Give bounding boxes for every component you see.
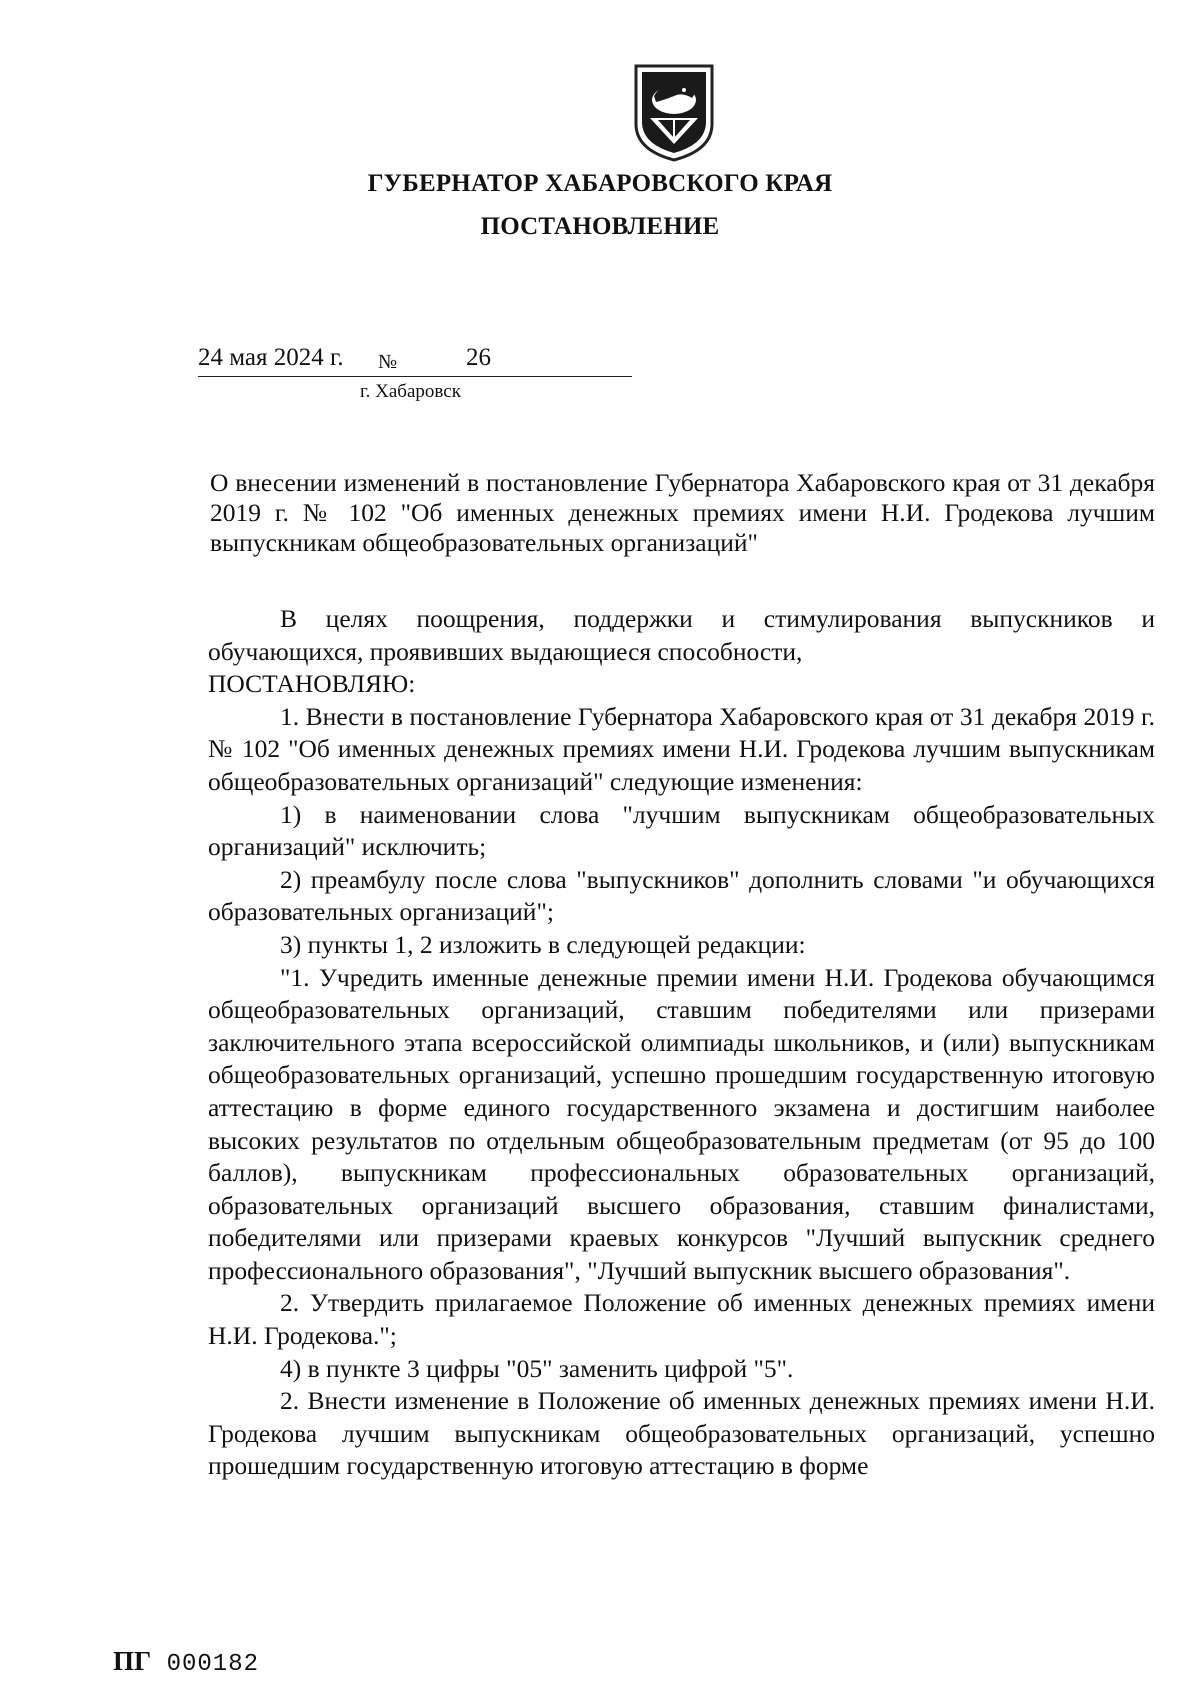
document-body: [208, 603, 1155, 1483]
authority-heading: ГУБЕРНАТОР ХАБАРОВСКОГО КРАЯ: [367, 170, 833, 197]
document-date: 24 мая 2024 г.: [198, 344, 344, 371]
paragraph-new-point-2: 2. Утвердить прилагаемое Положение об именных денежных премиях имени Н.И. Гродекова.";: [208, 1288, 1155, 1351]
paragraph-item-2: 2. Внести изменение в Положение об именных денежных премиях имени Н.И. Гродекова лучшим выпускникам общеобразовательных организаций, успешно прошедшим государственную итоговую аттестацию в форме: [208, 1386, 1155, 1481]
paragraph-new-point-1: "1. Учредить именные денежные премии имени Н.И. Гродекова обучающимся общеобразовательных организаций, ставшим победителями или призерами заключительного этапа всероссийской олимпиады школьников, и (или) выпускникам общеобразовательных организаций, успешно прошедшим государственную итоговую аттестацию в форме единого государственного экзамена и достигшим наиболее высоких результатов по отдельным общеобразовательным предметам (от 95 до 100 баллов), выпускникам профессиональных образовательных организаций, образовательных организаций высшего образования, ставшим финалистами, победителями или призерами краевых конкурсов "Лучший выпускник среднего профессионального образования", "Лучший выпускник высшего образования".: [208, 962, 1155, 1285]
number-sign: №: [378, 351, 398, 373]
coat-of-arms-icon: [628, 60, 720, 164]
date-number-underline: [198, 376, 632, 377]
document-type-heading: ПОСТАНОВЛЕНИЕ: [480, 213, 720, 240]
paragraph-subitem-1: 1) в наименовании слова "лучшим выпускникам общеобразовательных организаций" исключить;: [208, 799, 1155, 862]
document-title: О внесении изменений в постановление Губернатора Хабаровского края от 31 декабря 2019 г. № 102 "Об именных денежных премиях имени Н.И. Гродекова лучшим выпускникам общеобразовательных организаций": [210, 468, 1155, 557]
blank-serial: [113, 1646, 259, 1678]
document-city: г. Хабаровск: [360, 381, 461, 402]
document-number: 26: [466, 344, 491, 371]
paragraph-subitem-2: 2) преамбулу после слова "выпускников" дополнить словами "и обучающихся образовательных организаций";: [208, 864, 1155, 927]
paragraph-subitem-3: 3) пункты 1, 2 изложить в следующей редакции:: [280, 929, 806, 959]
paragraph-item-1: 1. Внести в постановление Губернатора Хабаровского края от 31 декабря 2019 г. № 102 "Об именных денежных премиях имени Н.И. Гродекова лучшим выпускникам общеобразовательных организаций" следующие изменения:: [208, 701, 1155, 796]
paragraph-subitem-4: 4) в пункте 3 цифры "05" заменить цифрой "5".: [280, 1353, 794, 1383]
blank-serial-number: 000182: [166, 1651, 260, 1678]
paragraph-resolve: ПОСТАНОВЛЯЮ:: [208, 669, 416, 699]
blank-series: ПГ: [113, 1646, 152, 1676]
paragraph-preamble: В целях поощрения, поддержки и стимулирования выпускников и обучающихся, проявивших выдающиеся способности,: [208, 604, 1155, 666]
